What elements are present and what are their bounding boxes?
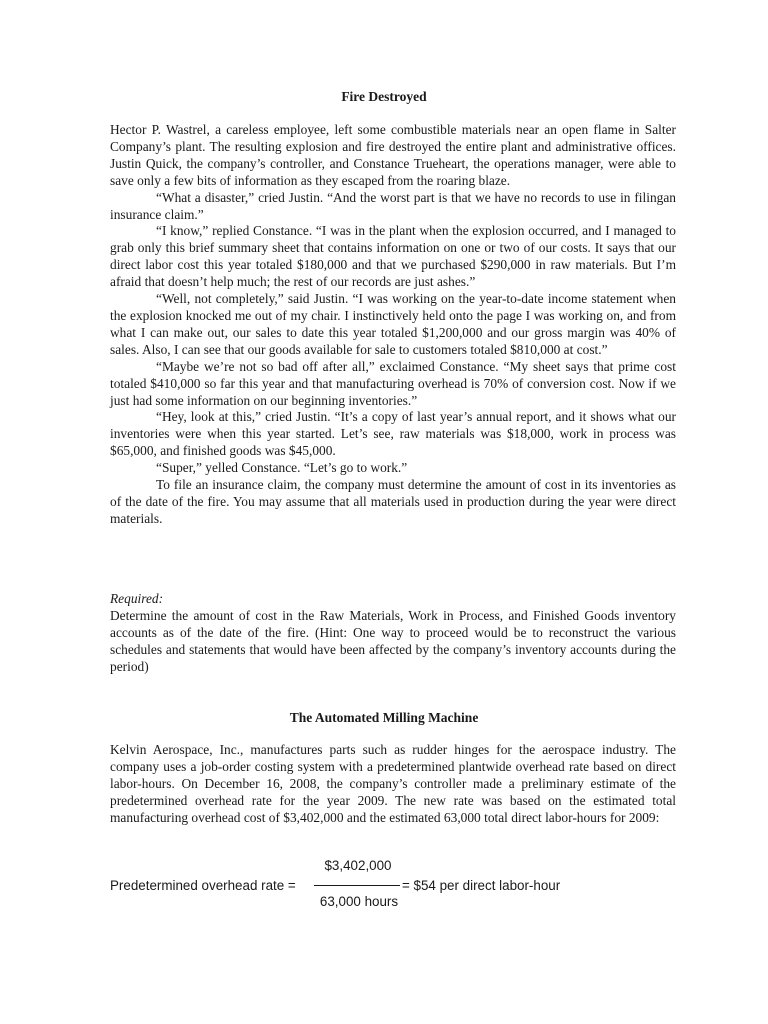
required-label: Required: bbox=[110, 591, 164, 606]
paragraph: Kelvin Aerospace, Inc., manufactures parts such as rudder hinges for the aerospace industry. The company uses a job-order costing system with a predetermined plantwide overhead rate based on direct labor-hours. On December 16, 2008, the company’s controller made a preliminary estimate of the predetermined overhead rate for the year 2009. The new rate was based on the estimated total manufacturing overhead cost of $3,402,000 and the estimated 63,000 total direct labor-hours for 2009: bbox=[110, 742, 676, 825]
required-section bbox=[110, 591, 676, 676]
required-text: Determine the amount of cost in the Raw Materials, Work in Process, and Finished Goods inventory accounts as of the date of the fire. (Hint: One way to proceed would be to reconstruct the various schedules and statements that would have been affected by the company’s inventory accounts during the period) bbox=[110, 607, 676, 674]
paragraph: “Hey, look at this,” cried Justin. “It’s a copy of last year’s annual report, and it shows what our inventories were when this year started. Let’s see, raw materials was $18,000, work in process was $65,000, and finished goods was $45,000. bbox=[110, 409, 676, 459]
case-story bbox=[110, 122, 676, 528]
formula-result: = $54 per direct labor-hour bbox=[402, 878, 561, 893]
paragraph: To file an insurance claim, the company must determine the amount of cost in its inventories as of the date of the fire. You may assume that all materials used in production during the year were direct materials. bbox=[110, 477, 676, 526]
fraction-bar bbox=[314, 885, 400, 886]
paragraph: Hector P. Wastrel, a careless employee, left some combustible materials near an open flame in Salter Company’s plant. The resulting explosion and fire destroyed the entire plant and administrative offices. Justin Quick, the company’s controller, and Constance Trueheart, the operations manager, were able to save only a few bits of information as they escaped from the roaring blaze. bbox=[110, 122, 676, 188]
formula-numerator: $3,402,000 bbox=[324, 858, 392, 873]
paragraph: “What a disaster,” cried Justin. “And the worst part is that we have no records to use in filingan insurance claim.” bbox=[110, 189, 676, 222]
paragraph: “Well, not completely,” said Justin. “I was working on the year-to-date income statement when the explosion knocked me out of my chair. I instinctively held onto the page I was working on, and from what I can make out, our sales to date this year totaled $1,200,000 and our gross margin was 40% of sales. Also, I can see that our goods available for sale to customers totaled $810,000 at cost.” bbox=[110, 291, 676, 357]
paragraph: “Super,” yelled Constance. “Let’s go to work.” bbox=[156, 460, 408, 476]
formula-label: Predetermined overhead rate = bbox=[110, 878, 296, 893]
case-story-2 bbox=[110, 742, 676, 827]
overhead-rate-formula bbox=[110, 858, 670, 914]
paragraph: “I know,” replied Constance. “I was in the plant when the explosion occurred, and I managed to grab only this brief summary sheet that contains information on one or two of our costs. It says that our direct labor cost this year totaled $180,000 and that we purchased $290,000 in raw materials. But I’m afraid that doesn’t help much; the rest of our records are just ashes.” bbox=[110, 223, 676, 290]
section-title-fire-destroyed: Fire Destroyed bbox=[341, 89, 427, 104]
paragraph: “Maybe we’re not so bad off after all,” exclaimed Constance. “My sheet says that prime cost totaled $410,000 so far this year and that manufacturing overhead is 70% of conversion cost. Now if we just had some information on our beginning inventories.” bbox=[110, 358, 676, 408]
formula-denominator: 63,000 hours bbox=[319, 894, 399, 909]
section-title-milling-machine: The Automated Milling Machine bbox=[289, 710, 479, 725]
